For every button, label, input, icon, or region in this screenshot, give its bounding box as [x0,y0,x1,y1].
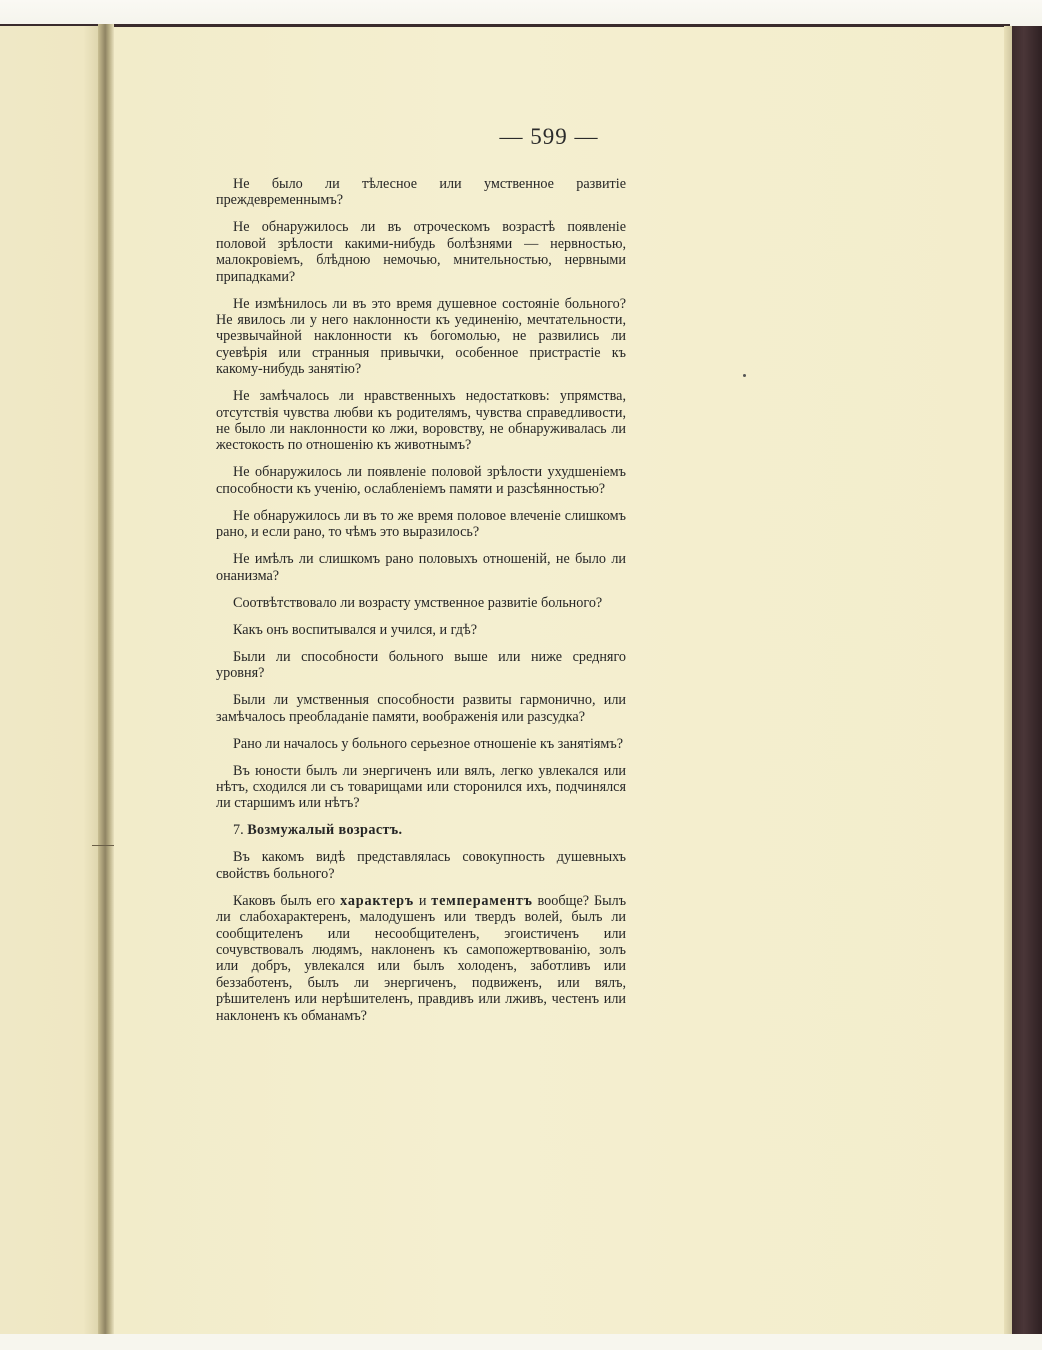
term-character: характеръ [340,892,414,909]
paragraph: Не измѣнилось ли въ это время душевное состояніе больного? Не явилось ли у него наклонности къ уединенію, мечтательности, чрезвычайной наклонности къ богомолью, не развились ли суевѣрія или странныя привычки, особенное пристрастіе къ какому-нибудь занятію? [216,295,626,378]
section-heading [216,822,626,838]
paragraph: Не обнаружилось ли появленіе половой зрѣлости ухудшеніемъ способности къ ученію, ослабленіемъ памяти и разсѣянностью? [216,464,626,497]
term-temperament: темпераментъ [431,892,533,909]
paragraph: Были ли умственныя способности развиты гармонично, или замѣчалось преобладаніе памяти, воображенія или разсудка? [216,692,626,725]
book-cover-edge [1012,26,1042,1350]
scan-bottom-margin [0,1334,1042,1350]
paragraph: Какъ онъ воспитывался и учился, и гдѣ? [233,621,477,638]
previous-page-edge [0,24,104,1338]
paragraph: Не имѣлъ ли слишкомъ рано половыхъ отношеній, не было ли онанизма? [216,551,626,584]
page-number: — 599 — [499,124,599,149]
paragraph: Не замѣчалось ли нравственныхъ недостатковъ: упрямства, отсутствія чувства любви къ родителямъ, чувства справедливости, не было ли наклонности ко лжи, воровству, не обнаруживалась ли жестокость по отношенію къ животнымъ? [216,388,626,454]
page-edge-shadow [1004,26,1012,1334]
paragraph-prefix: Каковъ былъ его [233,892,336,909]
paragraph: Рано ли началось у больного серьезное отношеніе къ занятіямъ? [233,735,624,752]
text-column [216,176,626,1035]
paper-speck [743,374,746,377]
section-number: 7. [233,822,244,839]
paragraph: Соотвѣтствовало ли возрасту умственное развитіе больного? [233,594,603,611]
gutter-mark [92,845,114,846]
paragraph: Были ли способности больного выше или ниже средняго уровня? [216,648,626,682]
scan-background [0,0,1042,26]
paragraph: Не было ли тѣлесное или умственное развитіе преждевременнымъ? [216,176,626,209]
paragraph: Въ какомъ видѣ представлялась совокупность душевныхъ свойствъ больного? [216,849,626,882]
section-title: Возмужалый возрастъ. [247,822,403,839]
paragraph: Не обнаружилось ли въ то же время половое влеченіе слишкомъ рано, и если рано, то чѣмъ это выразилось? [216,507,626,541]
conjunction: и [418,892,427,909]
paragraph-character [216,893,626,1024]
paragraph: Въ юности былъ ли энергиченъ или вялъ, легко увлекался или нѣтъ, сходился ли съ товарищами или сторонился ихъ, подчинялся ли старшимъ или нѣтъ? [216,762,626,812]
paragraph-rest: вообще? Былъ ли слабохарактеренъ, малодушенъ или твердъ волей, былъ ли сообщителенъ или несообщителенъ, эгоистиченъ или сочувствовалъ людямъ, наклоненъ къ самопожертвованію, золъ или добръ, увлекался или былъ холоденъ, заботливъ или беззаботенъ, былъ ли энергиченъ, подвиженъ, или вялъ, рѣшителенъ или нерѣшителенъ, правдивъ или лживъ, честенъ или наклоненъ къ обманамъ? [216,892,627,1024]
book-gutter [98,24,114,1336]
paragraph: Не обнаружилось ли въ отроческомъ возрастѣ появленіе половой зрѣлости какими-нибудь болѣзнями — нервностью, малокровіемъ, блѣдною немочью, мнительностью, нервными припадками? [216,219,626,285]
